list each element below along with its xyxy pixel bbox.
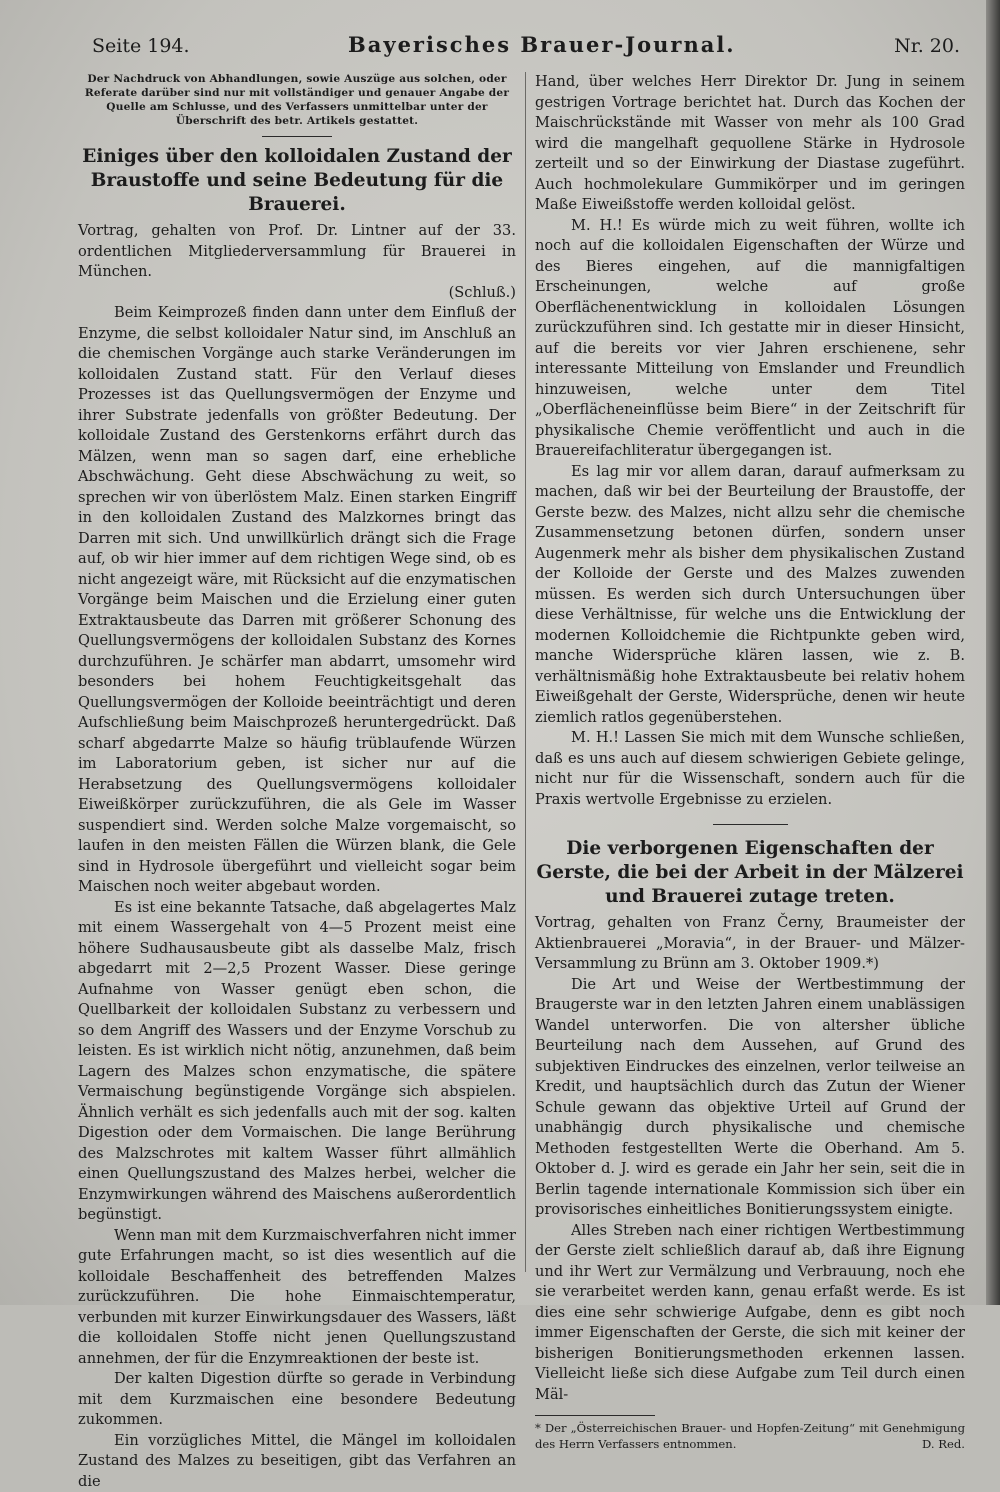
article-byline: Vortrag, gehalten von Franz Černy, Braumeister der Aktienbrauerei „Moravia“, in der Brauer- und Mälzer-Versammlung zu Brünn am 3. Oktober 1909.*): [535, 913, 965, 975]
divider-rule: [262, 136, 332, 137]
paragraph: Wenn man mit dem Kurzmaischverfahren nicht immer gute Erfahrungen macht, so ist dies wesentlich auf die kolloidale Beschaffenheit des betreffenden Malzes zurückzuführen. Die hohe Einmaischtemperatur, verbunden mit kurzer Einwirkungsdauer des Wassers, läßt die kolloidalen Stoffe nicht jenen Quellungszustand annehmen, der für die Enzymreaktionen der beste ist.: [78, 1226, 516, 1370]
divider-rule: [713, 824, 788, 825]
footnote-rule: [535, 1415, 655, 1416]
footnote-text: * Der „Österreichischen Brauer- und Hopfen-Zeitung“ mit Genehmigung des Herrn Verfassers entnommen.: [535, 1421, 965, 1451]
column-divider: [525, 72, 526, 1272]
paragraph: Ein vorzügliches Mittel, die Mängel im kolloidalen Zustand des Malzes zu beseitigen, gibt das Verfahren an die: [78, 1431, 516, 1492]
paragraph: M. H.! Lassen Sie mich mit dem Wunsche schließen, daß es uns auch auf diesem schwierigen Gebiete gelinge, nicht nur für die Wissenschaft, sondern auch für die Praxis wertvolle Ergebnisse zu erzielen.: [535, 728, 965, 810]
paragraph: Die Art und Weise der Wertbestimmung der Braugerste war in den letzten Jahren einem unablässigen Wandel unterworfen. Die von altersher übliche Beurteilung nach dem Aussehen, auf Grund des subjektiven Eindruckes des einzelnen, verlor teilweise an Kredit, und hauptsächlich durch das Zutun der Wiener Schule gewann das objektive Urteil auf Grund der unabhängig durch physikalische und chemische Methoden festgestellten Werte die Oberhand. Am 5. Oktober d. J. wird es gerade ein Jahr her sein, seit die in Berlin tagende internationale Kommission sich über ein provisorisches einheitliches Bonitierungssystem einigte.: [535, 975, 965, 1221]
left-column: [78, 72, 516, 1492]
journal-title: Bayerisches Brauer-Journal.: [348, 32, 736, 57]
article-title: Die verborgenen Eigenschaften der Gerste, die bei der Arbeit in der Mälzerei und Brauerei zutage treten.: [535, 837, 965, 909]
paragraph: Der kalten Digestion dürfte so gerade in Verbindung mit dem Kurzmaischen eine besondere Bedeutung zukommen.: [78, 1369, 516, 1431]
page-number: Seite 194.: [92, 35, 190, 57]
paragraph: Alles Streben nach einer richtigen Wertbestimmung der Gerste zielt schließlich darauf ab, daß ihre Eignung und ihr Wert zur Vermälzung und Verbrauung, noch ehe sie verarbeitet werden kann, genau erfaßt werde. Es ist dies eine sehr schwierige Aufgabe, denn es gibt noch immer Eigenschaften der Gerste, die sich mit keiner der bisherigen Bonitierungsmethoden erkennen lassen. Vielleicht ließe sich diese Aufgabe zum Teil durch einen Mäl-: [535, 1221, 965, 1406]
page-edge-shadow: [986, 0, 1000, 1305]
issue-number: Nr. 20.: [894, 35, 960, 57]
article-byline: Vortrag, gehalten von Prof. Dr. Lintner auf der 33. ordentlichen Mitgliederversammlung für Brauerei in München.: [78, 221, 516, 283]
paragraph: M. H.! Es würde mich zu weit führen, wollte ich noch auf die kolloidalen Eigenschaften der Würze und des Bieres eingehen, auf die mannigfaltigen Erscheinungen, welche auf große Oberflächenentwicklung in kolloidalen Lösungen zurückzuführen sind. Ich gestatte mir in dieser Hinsicht, auf die bereits vor vier Jahren erschienene, sehr interessante Mitteilung von Emslander und Freundlich hinzuweisen, welche unter dem Titel „Oberflächeneinflüsse beim Biere“ in der Zeitschrift für physikalische Chemie veröffentlicht und auch in die Brauereifachliteratur übergegangen ist.: [535, 216, 965, 462]
footnote: [535, 1420, 965, 1452]
continuation-note: (Schluß.): [78, 283, 516, 304]
paragraph: Hand, über welches Herr Direktor Dr. Jung in seinem gestrigen Vortrage berichtet hat. Durch das Kochen der Maischrückstände mit Wasser von mehr als 100 Grad wird die mangelhaft gequollene Stärke in Hydrosole zerteilt und so der Einwirkung der Diastase zugeführt. Auch hochmolekulare Gummikörper und im geringen Maße Eiweißstoffe werden kolloidal gelöst.: [535, 72, 965, 216]
paragraph: Beim Keimprozeß finden dann unter dem Einfluß der Enzyme, die selbst kolloidaler Natur sind, im Anschluß an die chemischen Vorgänge auch starke Veränderungen im kolloidalen Zustand statt. Für den Verlauf dieses Prozesses ist das Quellungsvermögen der Enzyme und ihrer Substrate jedenfalls von größter Bedeutung. Der kolloidale Zustand des Gerstenkorns erfährt durch das Mälzen, wenn man so sagen darf, eine erhebliche Abschwächung. Geht diese Abschwächung zu weit, so sprechen wir von überlöstem Malz. Einen starken Eingriff in den kolloidalen Zustand des Malzkornes bringt das Darren mit sich. Und unwillkürlich drängt sich die Frage auf, ob wir hier immer auf dem richtigen Wege sind, ob es nicht angezeigt wäre, mit Rücksicht auf die enzymatischen Vorgänge beim Maischen und die Erzielung einer guten Extraktausbeute das Darren mit größerer Schonung des Quellungsvermögens der kolloidalen Substanz des Kornes durchzuführen. Je schärfer man abdarrt, umsomehr wird besonders bei hohem Feuchtigkeitsgehalt das Quellungsvermögen der Kolloide beeinträchtigt und deren Aufschließung beim Maischprozeß heruntergedrückt. Daß scharf abgedarrte Malze so häufig trüblaufende Würzen im Laboratorium geben, ist sicher nur auf die Herabsetzung des Quellungsvermögens kolloidaler Eiweißkörper zurückzuführen, die als Gele im Wasser suspendiert sind. Werden solche Malze vorgemaischt, so laufen in den meisten Fällen die Würzen blank, die Gele sind in Hydrosole übergeführt und vielleicht sogar beim Maischen noch weiter abgebaut worden.: [78, 303, 516, 898]
right-column: [535, 72, 965, 1452]
footnote-signature: D. Red.: [922, 1436, 965, 1452]
paragraph: Es lag mir vor allem daran, darauf aufmerksam zu machen, daß wir bei der Beurteilung der Braustoffe, der Gerste bezw. des Malzes, nicht allzu sehr die chemische Zusammensetzung betonen dürfen, sondern unser Augenmerk mehr als bisher dem physikalischen Zustand der Kolloide der Gerste und des Malzes zuwenden müssen. Es werden sich durch Untersuchungen über diese Verhältnisse, für welche uns die Entwicklung der modernen Kolloidchemie die Richtpunkte geben wird, manche Widersprüche klären lassen, wie z. B. verhältnismäßig hohe Extraktausbeute bei relativ hohem Eiweißgehalt der Gerste, Widersprüche, denen wir heute ziemlich ratlos gegenüberstehen.: [535, 462, 965, 729]
reprint-notice: Der Nachdruck von Abhandlungen, sowie Auszüge aus solchen, oder Referate darüber sind nur mit vollständiger und genauer Angabe der Quelle am Schlusse, und des Verfassers unmittelbar unter der Überschrift des betr. Artikels gestattet.: [78, 72, 516, 128]
page-header: [92, 32, 960, 62]
article-title: Einiges über den kolloidalen Zustand der Braustoffe und seine Bedeutung für die Brauerei.: [78, 145, 516, 217]
paragraph: Es ist eine bekannte Tatsache, daß abgelagertes Malz mit einem Wassergehalt von 4—5 Prozent meist eine höhere Sudhausausbeute gibt als dasselbe Malz, frisch abgedarrt mit 2—2,5 Prozent Wasser. Diese geringe Aufnahme von Wasser genügt eben schon, die Quellbarkeit der kolloidalen Substanz zu verbessern und so dem Angriff des Wassers und der Enzyme Vorschub zu leisten. Es ist wirklich nicht nötig, anzunehmen, daß beim Lagern des Malzes schon enzymatische, die spätere Vermaischung begünstigende Vorgänge sich abspielen. Ähnlich verhält es sich jedenfalls auch mit der sog. kalten Digestion oder dem Vormaischen. Die lange Berührung des Malzschrotes mit kaltem Wasser führt allmählich einen Quellungszustand des Malzes herbei, welcher die Enzymwirkungen während des Maischens außerordentlich begünstigt.: [78, 898, 516, 1226]
